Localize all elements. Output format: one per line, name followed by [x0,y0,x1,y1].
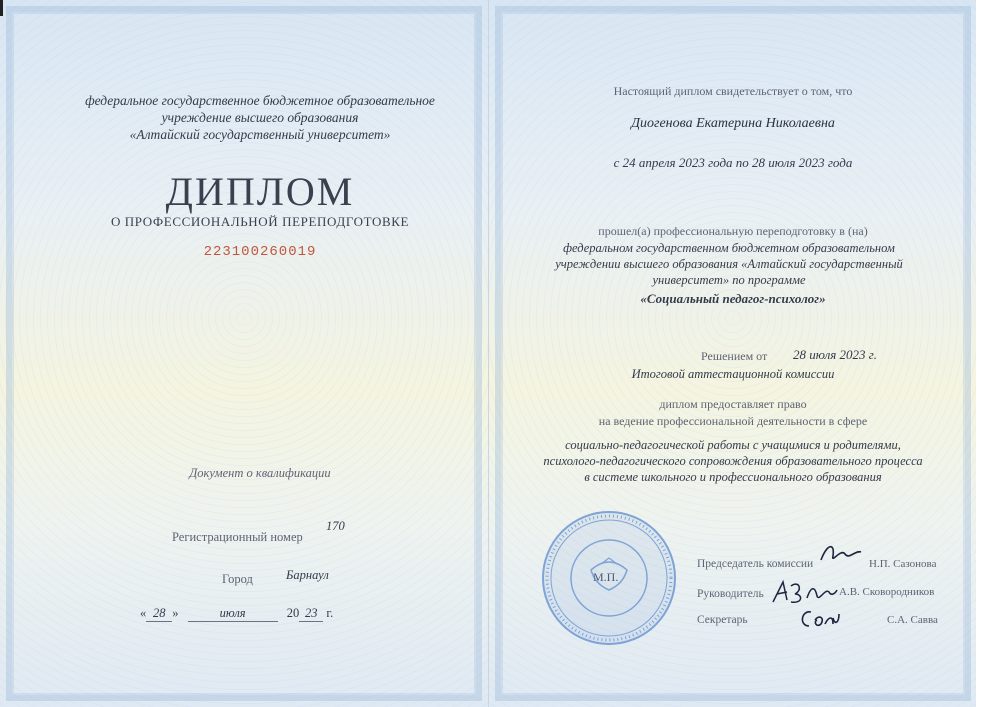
issue-date [140,606,333,622]
seal-mark: М.П. [593,570,619,584]
holder-name: Диогенова Екатерина Николаевна [631,116,835,131]
signatory-name-chair: Н.П. Сазонова [869,558,937,570]
registration-label: Регистрационный номер [172,530,303,544]
document-type-label: Документ о квалификации [189,466,331,480]
serial-number: 223100260019 [203,244,317,260]
signatory-name-secretary: С.А. Савва [887,614,938,626]
signatory-role-head: Руководитель [697,588,764,600]
signatory-name-head: А.В. Сковородников [839,586,935,598]
training-institution-line: учреждении высшего образования «Алтайский государственный [555,257,903,271]
right-page [488,0,977,707]
signatory-role-chair: Председатель комиссии [697,558,814,570]
study-period: с 24 апреля 2023 года по 28 июля 2023 года [613,155,853,170]
date-open-quote: « [140,606,147,620]
registration-number: 170 [326,519,345,533]
grants-sphere-line: на ведение профессиональной деятельности в сфере [598,414,868,428]
scan-margin [976,0,1000,707]
date-close-quote: » [172,606,179,620]
institution-line: учреждение высшего образования [161,110,359,125]
training-institution-line: университет» по программе [652,273,806,287]
date-year-prefix: 20 [286,606,300,620]
institution-line: «Алтайский государственный университет» [129,127,391,142]
date-year-unit: г. [326,606,334,620]
date-day: 28 [146,606,172,622]
decision-date: 28 июля 2023 г. [793,347,877,362]
signature-chair [815,540,865,570]
signatory-role-secretary: Секретарь [697,614,748,626]
scan-corner-mark [0,0,3,16]
program-name: «Социальный педагог-психолог» [640,291,826,306]
diploma-title: ДИПЛОМ [165,169,355,214]
sphere-line: психолого-педагогического сопровождения образовательного процесса [543,454,923,468]
city-label: Город [222,572,253,586]
professional-sphere [489,437,977,485]
issuing-institution [60,92,460,143]
grants-right-line: диплом предоставляет право [659,397,807,411]
city-value: Барнаул [286,568,329,582]
training-institution-line: федеральном государственном бюджетном образовательном [563,241,895,255]
passed-training-text: прошел(а) профессиональную переподготовку в (на) [598,224,868,238]
institution-line: федеральное государственное бюджетное образовательное [85,93,435,108]
sphere-line: социально-педагогической работы с учащимися и родителями, [565,438,901,452]
official-seal [539,508,679,648]
left-page [0,0,488,707]
sphere-line: в системе школьного и профессионального образования [584,470,882,484]
training-institution [509,240,949,288]
diploma-subtitle: О ПРОФЕССИОНАЛЬНОЙ ПЕРЕПОДГОТОВКЕ [110,214,410,229]
commission-name: Итоговой аттестационной комиссии [631,367,835,381]
date-month: июля [188,606,278,622]
date-year-suffix: 23 [299,606,323,622]
intro-text: Настоящий диплом свидетельствует о том, что [613,84,853,98]
decision-label: Решением от [701,349,768,363]
signature-secretary [795,604,841,634]
